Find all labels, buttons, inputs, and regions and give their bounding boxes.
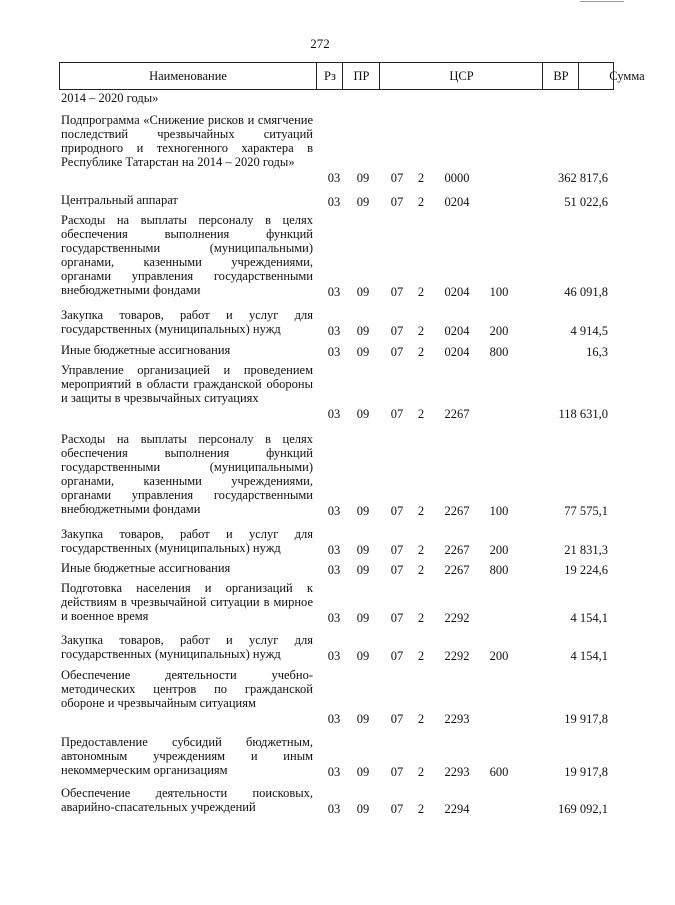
row-csr-part-3: 2292 [444,611,470,625]
row-csr-part-2: 2 [417,195,425,209]
row-name: Закупка товаров, работ и услуг для государственных (муниципальных) нужд [61,308,313,336]
row-vr: 200 [489,543,509,557]
row-name: Расходы на выплаты персоналу в целях обеспечения выполнения функций государственными (муниципальными) органами, казенными учреждениями, органами управления государственными внебюджетными фондами [61,213,313,297]
row-csr-part-3: 0000 [444,171,470,185]
row-rz: 03 [327,712,341,726]
row-sum: 46 091,8 [564,285,608,299]
header-rz: Рз [316,63,343,89]
row-sum: 19 917,8 [564,765,608,779]
row-csr-part-1: 07 [390,285,404,299]
row-name: Обеспечение деятельности учебно-методических центров по гражданской обороне и чрезвычайным ситуациям [61,668,313,710]
row-csr-part-3: 0204 [444,195,470,209]
row-pr: 09 [356,195,370,209]
row-pr: 09 [356,504,370,518]
row-pr: 09 [356,345,370,359]
row-pr: 09 [356,649,370,663]
row-csr-part-2: 2 [417,765,425,779]
row-csr-part-2: 2 [417,504,425,518]
row-rz: 03 [327,765,341,779]
table-header [59,62,645,90]
row-csr-part-1: 07 [390,543,404,557]
row-rz: 03 [327,802,341,816]
row-sum: 118 631,0 [558,407,608,421]
row-csr-part-3: 2292 [444,649,470,663]
row-csr-part-1: 07 [390,611,404,625]
row-pr: 09 [356,285,370,299]
row-csr-part-1: 07 [390,195,404,209]
row-pr: 09 [356,765,370,779]
header-name: Наименование [149,69,227,83]
row-vr: 600 [489,765,509,779]
row-csr-part-3: 0204 [444,285,470,299]
row-csr-part-1: 07 [390,563,404,577]
row-csr-part-2: 2 [417,407,425,421]
row-name: Иные бюджетные ассигнования [61,561,231,575]
row-vr: 800 [489,563,509,577]
row-csr-part-2: 2 [417,345,425,359]
row-rz: 03 [327,407,341,421]
row-csr-part-3: 2267 [444,504,470,518]
row-name: Управление организацией и проведением мероприятий в области гражданской обороны и защиты в чрезвычайных ситуациях [61,363,313,405]
row-csr-part-1: 07 [390,765,404,779]
carryover-text: 2014 – 2020 годы» [61,91,159,105]
row-csr-part-2: 2 [417,171,425,185]
row-sum: 19 917,8 [564,712,608,726]
row-name: Закупка товаров, работ и услуг для государственных (муниципальных) нужд [61,633,313,661]
row-vr: 100 [489,285,509,299]
row-csr-part-3: 2294 [444,802,470,816]
row-name: Обеспечение деятельности поисковых, аварийно-спасательных учреждений [61,786,313,814]
row-csr-part-2: 2 [417,712,425,726]
row-csr-part-1: 07 [390,324,404,338]
row-csr-part-3: 0204 [444,324,470,338]
row-csr-part-3: 2267 [444,563,470,577]
row-sum: 4 154,1 [570,611,608,625]
row-rz: 03 [327,504,341,518]
row-csr-part-2: 2 [417,324,425,338]
row-sum: 16,3 [586,345,608,359]
row-pr: 09 [356,324,370,338]
row-rz: 03 [327,649,341,663]
row-csr-part-2: 2 [417,802,425,816]
row-name: Предоставление субсидий бюджетным, автономным учреждениям и иным некоммерческим организациям [61,735,313,777]
row-name: Подпрограмма «Снижение рисков и смягчение последствий чрезвычайных ситуаций природного и техногенного характера в Республике Татарстан на 2014 – 2020 годы» [61,113,313,169]
row-pr: 09 [356,712,370,726]
row-csr-part-2: 2 [417,611,425,625]
row-rz: 03 [327,195,341,209]
row-csr-part-1: 07 [390,345,404,359]
row-pr: 09 [356,611,370,625]
row-csr-part-1: 07 [390,504,404,518]
row-sum: 77 575,1 [564,504,608,518]
row-csr-part-3: 0204 [444,345,470,359]
row-csr-part-3: 2267 [444,407,470,421]
row-name: Расходы на выплаты персоналу в целях обеспечения выполнения функций государственными (муниципальными) органами, казенными учреждениями, органами управления государственными внебюджетными фондами [61,432,313,516]
row-pr: 09 [356,563,370,577]
row-sum: 21 831,3 [564,543,608,557]
row-csr-part-2: 2 [417,285,425,299]
row-sum: 51 022,6 [564,195,608,209]
header-vr: ВР [542,63,579,89]
header-csr: ЦСР [379,63,543,89]
row-vr: 800 [489,345,509,359]
row-rz: 03 [327,285,341,299]
page-number: 272 [310,36,330,51]
row-sum: 169 092,1 [558,802,608,816]
row-pr: 09 [356,802,370,816]
row-csr-part-1: 07 [390,802,404,816]
row-csr-part-2: 2 [417,649,425,663]
header-sum: Сумма [578,63,675,89]
row-rz: 03 [327,324,341,338]
row-csr-part-3: 2293 [444,765,470,779]
row-sum: 4 154,1 [570,649,608,663]
top-edge-rule [580,1,624,2]
row-sum: 4 914,5 [570,324,608,338]
row-csr-part-2: 2 [417,543,425,557]
row-sum: 19 224,6 [564,563,608,577]
row-csr-part-1: 07 [390,407,404,421]
row-csr-part-2: 2 [417,563,425,577]
row-csr-part-1: 07 [390,712,404,726]
row-pr: 09 [356,407,370,421]
row-pr: 09 [356,171,370,185]
row-name: Закупка товаров, работ и услуг для государственных (муниципальных) нужд [61,527,313,555]
row-rz: 03 [327,543,341,557]
row-name: Иные бюджетные ассигнования [61,343,231,357]
row-csr-part-1: 07 [390,649,404,663]
row-rz: 03 [327,563,341,577]
row-csr-part-3: 2293 [444,712,470,726]
row-name: Подготовка населения и организаций к действиям в чрезвычайной ситуации в мирное и военное время [61,581,313,623]
row-vr: 100 [489,504,509,518]
header-pr: ПР [342,63,380,89]
row-rz: 03 [327,171,341,185]
row-pr: 09 [356,543,370,557]
row-name: Центральный аппарат [61,193,178,207]
row-csr-part-1: 07 [390,171,404,185]
row-csr-part-3: 2267 [444,543,470,557]
row-rz: 03 [327,345,341,359]
row-vr: 200 [489,324,509,338]
row-sum: 362 817,6 [558,171,608,185]
row-rz: 03 [327,611,341,625]
row-vr: 200 [489,649,509,663]
